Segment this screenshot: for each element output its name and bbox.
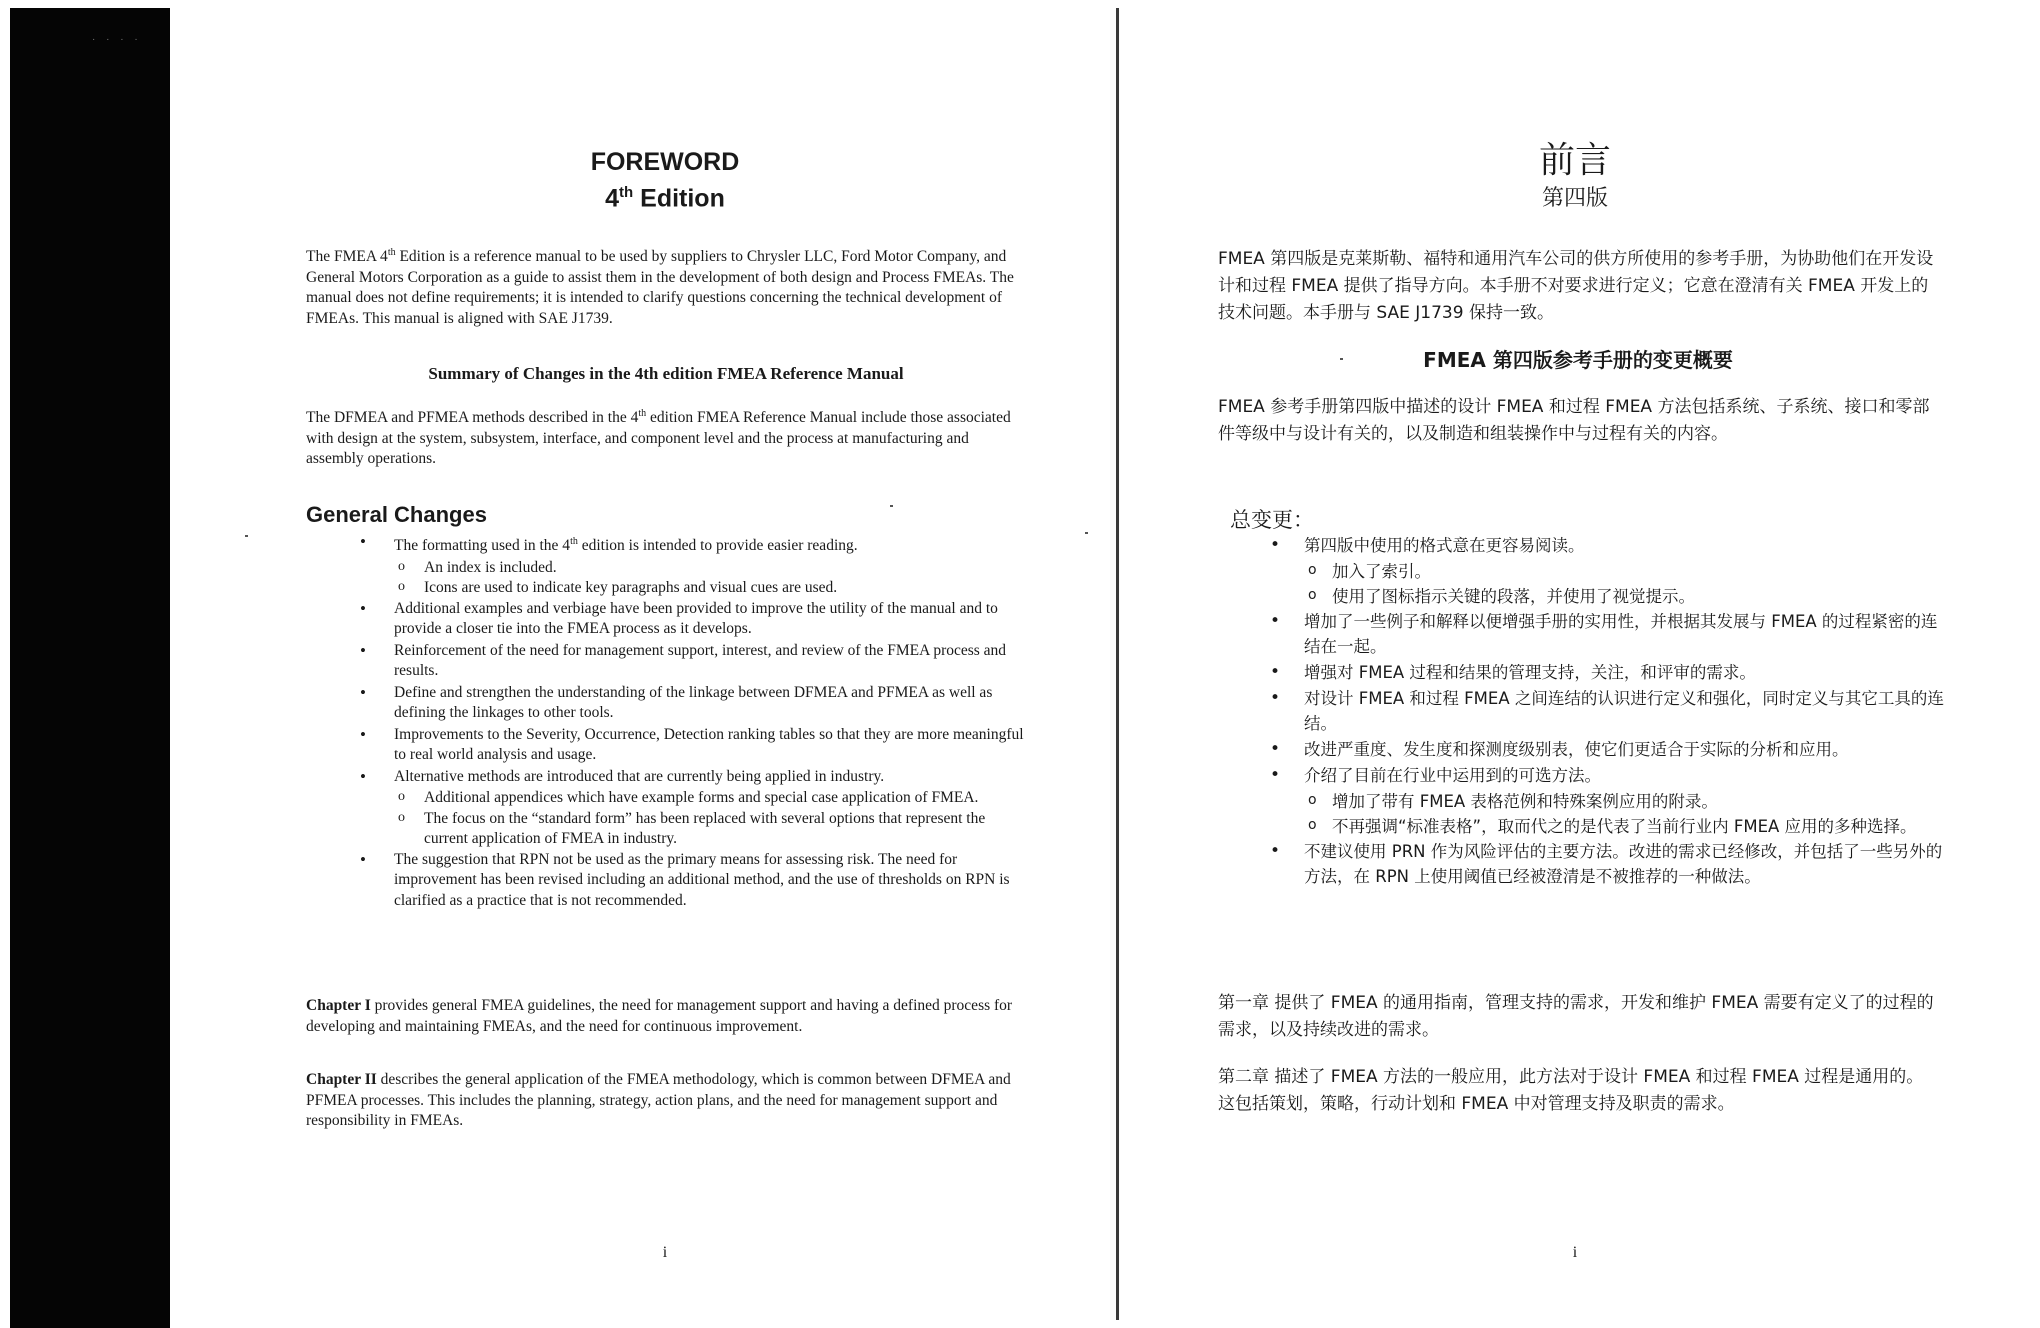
list-item: • 第四版中使用的格式意在更容易阅读。 (1270, 533, 1950, 558)
intro-paragraph-cn: FMEA 第四版是克莱斯勒、福特和通用汽车公司的供方所使用的参考手册，为协助他们在开发设计和过程 FMEA 提供了指导方向。本手册不对要求进行定义；它意在澄清有关 FMEA 开发上的技术问题。本手册与 SAE J1739 保持一致。 (1218, 249, 1934, 323)
page-number-cn: i (1572, 1244, 1578, 1261)
chapter-1-paragraph (306, 996, 1026, 1037)
scan-black-margin (10, 8, 170, 1328)
general-changes-heading-cn: 总变更： (1230, 508, 1314, 532)
list-item: • Reinforcement of the need for management support, interest, and review of the FMEA process and results. (360, 641, 1030, 682)
scan-speck (1085, 532, 1088, 534)
foreword-title-cn: 前言 (1538, 140, 1611, 181)
intro-paragraph (306, 243, 1026, 329)
chapter-1-label: Chapter I (306, 997, 371, 1014)
summary-sup: th (638, 408, 647, 419)
chapter-1-paragraph-cn: 第一章 提供了 FMEA 的通用指南，管理支持的需求，开发和维护 FMEA 需要有定义了的过程的需求，以及持续改进的需求。 (1218, 993, 1934, 1040)
list-item: • 改进严重度、发生度和探测度级别表，使它们更适合于实际的分析和应用。 (1270, 737, 1950, 762)
left-page-english (300, 0, 1030, 1320)
chapter-2-paragraph (306, 1070, 1026, 1132)
summary-paragraph (306, 404, 1026, 470)
foreword-title: FOREWORD (590, 148, 740, 176)
bullet-sup: th (570, 536, 578, 547)
page-spine-divider (1116, 8, 1119, 1320)
intro-sup: th (387, 247, 396, 258)
chapter-2-label: Chapter II (306, 1071, 377, 1088)
sub-list-item: o The focus on the “standard form” has been replaced with several options that represent the current application of FMEA in industry. (360, 809, 1030, 850)
scan-marks: · · · · (92, 34, 142, 45)
right-page-chinese (1210, 0, 1944, 1320)
intro-text-b: Edition is a reference manual to be used by suppliers to Chrysler LLC, Ford Motor Company, and General Motors Corporation as a guide to assist them in the development of both design and Process FMEAs. The manual does not define requirements; it is intended to clarify questions concerning the technical development of FMEAs. This manual is aligned with SAE J1739. (306, 248, 1014, 327)
sub-list-item: o Additional appendices which have example forms and special case application of FMEA. (360, 788, 1030, 809)
page-number: i (662, 1244, 668, 1261)
list-item: • 增加了一些例子和解释以便增强手册的实用性，并根据其发展与 FMEA 的过程紧密的连结在一起。 (1270, 609, 1950, 659)
edition-subtitle (300, 178, 1030, 213)
edition-suffix: th (619, 184, 634, 201)
bullet-text: edition is intended to provide easier reading. (577, 537, 858, 555)
scan-speck (1340, 358, 1343, 360)
chapter-2-text: describes the general application of the FMEA methodology, which is common between DFMEA and PFMEA processes. This includes the planning, strategy, action plans, and the need for management support and responsibility in FMEAs. (306, 1071, 1011, 1129)
sub-list-item: o 不再强调“标准表格”，取而代之的是代表了当前行业内 FMEA 应用的多种选择。 (1270, 814, 1950, 839)
list-item: • 介绍了目前在行业中运用到的可选方法。 (1270, 763, 1950, 788)
intro-text-a: The FMEA 4 (306, 248, 388, 266)
bullet-text: The formatting used in the 4 (394, 537, 571, 555)
list-item: • The suggestion that RPN not be used as the primary means for assessing risk. The need for improvement has been revised including an additional method, and the use of thresholds on RPN is clarified as a practice that is not recommended. (360, 850, 1030, 912)
general-changes-list-cn (1270, 533, 1950, 890)
summary-paragraph-cn: FMEA 参考手册第四版中描述的设计 FMEA 和过程 FMEA 方法包括系统、子系统、接口和零部件等级中与设计有关的，以及制造和组装操作中与过程有关的内容。 (1218, 397, 1930, 444)
list-item: • Improvements to the Severity, Occurrence, Detection ranking tables so that they are more meaningful to real world analysis and usage. (360, 725, 1030, 766)
summary-text-b: edition FMEA Reference Manual include those associated with design at the system, subsystem, interface, and component level and the process at manufacturing and assembly operations. (306, 409, 1011, 468)
chapter-1-text: provides general FMEA guidelines, the need for management support and having a defined process for developing and maintaining FMEAs, and the need for continuous improvement. (306, 997, 1013, 1035)
list-item: • 对设计 FMEA 和过程 FMEA 之间连结的认识进行定义和强化，同时定义与其它工具的连结。 (1270, 686, 1950, 736)
scan-speck (245, 535, 248, 537)
list-item: • Define and strengthen the understanding of the linkage between DFMEA and PFMEA as well as defining the linkages to other tools. (360, 683, 1030, 724)
list-item: • 增强对 FMEA 过程和结果的管理支持，关注，和评审的需求。 (1270, 660, 1950, 685)
list-item: • Alternative methods are introduced that are currently being applied in industry. (360, 767, 1030, 788)
sub-list-item: o 增加了带有 FMEA 表格范例和特殊案例应用的附录。 (1270, 789, 1950, 814)
sub-list-item: o 加入了索引。 (1270, 559, 1950, 584)
chapter-2-paragraph-cn: 第二章 描述了 FMEA 方法的一般应用，此方法对于设计 FMEA 和过程 FMEA 过程是通用的。这包括策划，策略，行动计划和 FMEA 中对管理支持及职责的需求。 (1218, 1067, 1924, 1114)
summary-text-a: The DFMEA and PFMEA methods described in the 4 (306, 409, 639, 427)
list-item (360, 532, 1030, 557)
sub-list-item: o An index is included. (360, 558, 1030, 579)
general-changes-list (360, 532, 1030, 912)
edition-subtitle-cn: 第四版 (1541, 186, 1608, 211)
sub-list-item: o Icons are used to indicate key paragraphs and visual cues are used. (360, 578, 1030, 599)
general-changes-heading: General Changes (306, 502, 487, 527)
list-item: • 不建议使用 PRN 作为风险评估的主要方法。改进的需求已经修改，并包括了一些另外的方法，在 RPN 上使用阈值已经被澄清是不被推荐的一种做法。 (1270, 839, 1950, 889)
list-item: • Additional examples and verbiage have been provided to improve the utility of the manual and to provide a closer tie into the FMEA process as it develops. (360, 599, 1030, 640)
summary-heading: Summary of Changes in the 4th edition FMEA Reference Manual (428, 364, 904, 383)
summary-heading-cn: FMEA 第四版参考手册的变更概要 (1423, 348, 1733, 372)
sub-list-item: o 使用了图标指示关键的段落，并使用了视觉提示。 (1270, 584, 1950, 609)
scan-speck (890, 505, 893, 507)
edition-number: 4 (605, 184, 620, 213)
edition-word: Edition (633, 184, 725, 213)
